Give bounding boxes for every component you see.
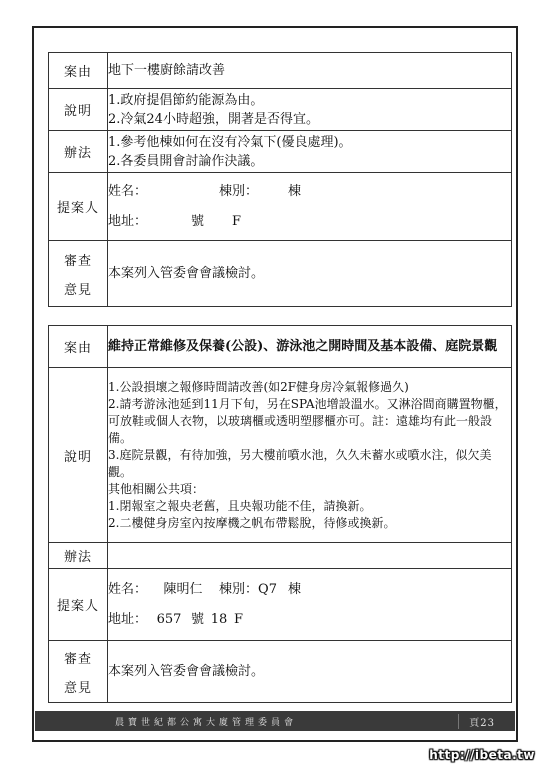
building-suffix: 棟 [288, 582, 302, 597]
method-item: 1.參考他棟如何在沒有冷氣下(優良處理)。 [108, 134, 352, 150]
proposer-name-row [108, 177, 511, 207]
case-label: 案由 [49, 326, 108, 368]
reason-list [108, 368, 512, 543]
proposer-label: 提案人 [49, 173, 108, 241]
case-label: 案由 [49, 53, 108, 89]
other-title: 其他相關公共項： [108, 481, 205, 496]
case-text [108, 326, 512, 368]
proposal-form-2 [48, 325, 512, 703]
review-label-line-2: 意見 [63, 282, 92, 298]
method-label: 辦法 [49, 131, 108, 173]
review-label-line-1: 審查 [63, 253, 92, 269]
other-item: 1.閉報室之報央老舊，且央報功能不佳，請換新。 [108, 498, 372, 513]
floor-suffix: F [234, 612, 244, 627]
method-label: 辦法 [49, 543, 108, 569]
proposer-name-row [108, 575, 511, 605]
page-footer [35, 711, 515, 731]
floor-suffix: F [232, 214, 242, 229]
proposer-info [108, 569, 512, 641]
reason-item: 1.公設損壞之報修時間請改善(如2F健身房冷氣報修過久) [108, 379, 409, 394]
case-text: 地下一樓廚餘請改善 [108, 53, 512, 89]
method-list [108, 131, 512, 173]
building-label: 棟別： [219, 184, 259, 199]
proposer-address-row [108, 605, 511, 635]
address-label: 地址： [108, 214, 148, 229]
case-text-body: 維持正常維修及保養(公設)、游泳池之開時間及基本設備、庭院景觀 [108, 339, 498, 354]
address-no: 號 [191, 214, 205, 229]
reason-label: 說明 [49, 368, 108, 543]
watermark-url: http://ibeta.tw [429, 748, 535, 762]
name-label: 姓名： [108, 582, 148, 597]
other-item: 2.二樓健身房室內按摩機之帆布帶鬆脫，待修或換新。 [108, 515, 396, 530]
address-label: 地址： [108, 612, 148, 627]
review-text: 本案列入管委會會議檢討。 [108, 241, 512, 307]
proposer-label: 提案人 [49, 569, 108, 641]
review-text: 本案列入管委會會議檢討。 [108, 641, 512, 703]
name-label: 姓名： [108, 184, 148, 199]
reason-item: 1.政府提倡節約能源為由。 [108, 92, 264, 108]
name-value: 陳明仁 [163, 582, 203, 597]
proposer-info [108, 173, 512, 241]
address-value: 657 [156, 612, 182, 627]
building-label: 棟別： [219, 582, 259, 597]
reason-item: 3.庭院景觀，有待加強，另大樓前噴水池，久久未蓄水或噴水注，似欠美觀。 [108, 447, 492, 479]
building-suffix: 棟 [288, 184, 302, 199]
address-no: 號 [191, 612, 205, 627]
footer-page-number: 頁23 [458, 714, 505, 729]
review-label [49, 241, 108, 307]
reason-label: 說明 [49, 89, 108, 131]
review-label-line-1: 審查 [63, 651, 92, 667]
proposer-address-row [108, 207, 511, 237]
reason-item: 2.冷氣24小時超強，開著是否得宜。 [108, 111, 319, 127]
review-label [49, 641, 108, 703]
review-label-line-2: 意見 [63, 680, 92, 696]
method-text [108, 543, 512, 569]
proposal-form-1 [48, 52, 512, 307]
reason-list [108, 89, 512, 131]
building-value: Q7 [258, 582, 277, 597]
method-item: 2.各委員開會討論作決議。 [108, 153, 264, 169]
footer-org: 晨寶世紀都公寓大廈管理委員會 [115, 718, 298, 728]
reason-item: 2.請考游泳池延到11月下旬，另在SPA池增設溫水。又淋浴間商購置物櫃，可放鞋或個人衣物，以玻璃櫃或透明塑膠櫃亦可。註：遠雄均有此一般設備。 [108, 396, 507, 445]
floor-value: 18 [210, 612, 228, 627]
